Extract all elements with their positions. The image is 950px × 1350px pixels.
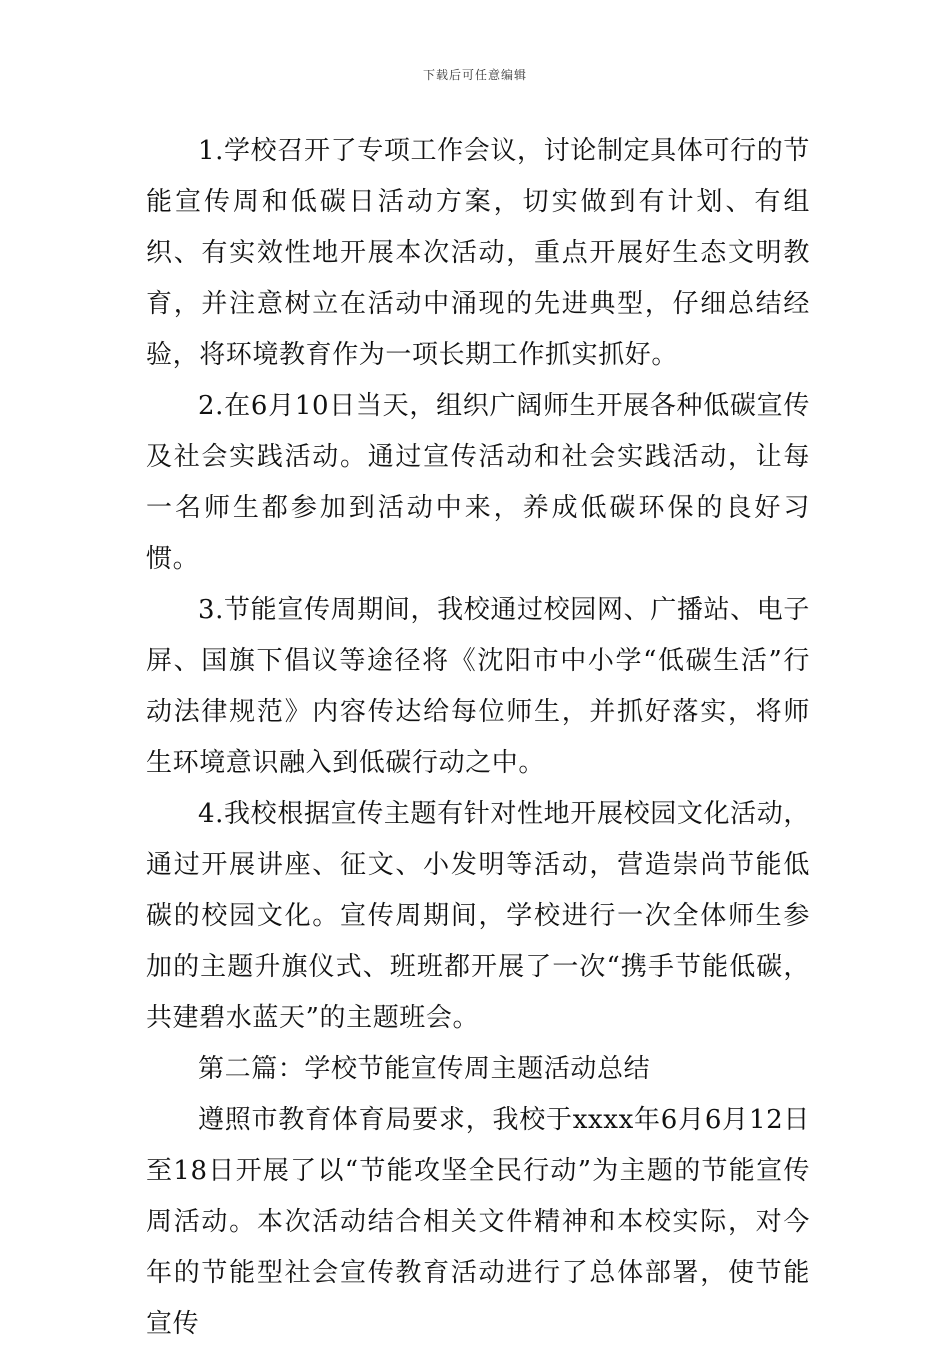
page-header-note: 下载后可任意编辑 (422, 68, 527, 82)
paragraph-3: 3.节能宣传周期间，我校通过校园网、广播站、电子屏、国旗下倡议等途径将《沈阳市中小学“低碳生活”行动法律规范》内容传达给每位师生，并抓好落实，将师生环境意识融入到低碳行动之中。 (146, 595, 810, 778)
paragraph-1: 1.学校召开了专项工作会议，讨论制定具体可行的节能宣传周和低碳日活动方案，切实做到有计划、有组织、有实效性地开展本次活动，重点开展好生态文明教育，并注意树立在活动中涌现的先进典型，仔细总结经验，将环境教育作为一项长期工作抓实抓好。 (146, 136, 810, 370)
paragraph-4: 4.我校根据宣传主题有针对性地开展校园文化活动，通过开展讲座、征文、小发明等活动，营造崇尚节能低碳的校园文化。宣传周期间，学校进行一次全体师生参加的主题升旗仪式、班班都开展了一次“携手节能低碳，共建碧水蓝天”的主题班会。 (146, 799, 810, 1033)
paragraph-5: 遵照市教育体育局要求，我校于xxxx年6月6月12日至18日开展了以“节能攻坚全民行动”为主题的节能宣传周活动。本次活动结合相关文件精神和本校实际，对今年的节能型社会宣传教育活动进行了总体部署，使节能宣传 (146, 1105, 810, 1339)
paragraph-2: 2.在6月10日当天，组织广阔师生开展各种低碳宣传及社会实践活动。通过宣传活动和社会实践活动，让每一名师生都参加到活动中来，养成低碳环保的良好习惯。 (146, 391, 810, 574)
section-heading: 第二篇：学校节能宣传周主题活动总结 (198, 1054, 651, 1084)
document-body (146, 126, 810, 1350)
